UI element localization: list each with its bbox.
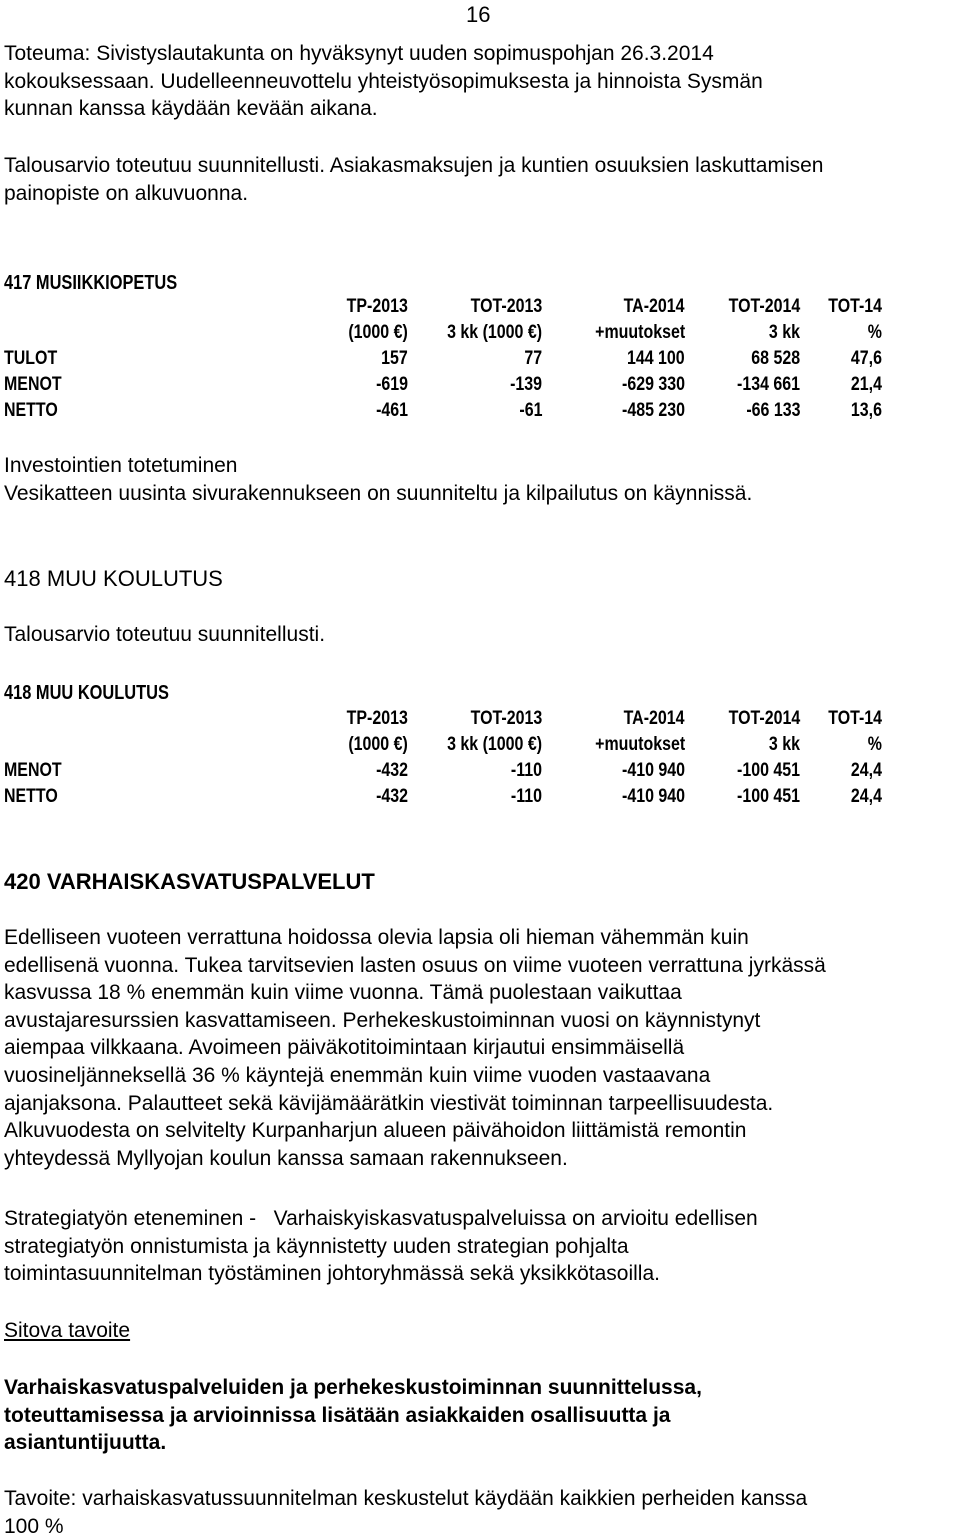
sitova-tavoite-heading (4, 1317, 130, 1345)
cell: -66 133 (745, 400, 800, 421)
col-header: TOT-14 (828, 708, 882, 729)
table-417-title: 417 MUSIIKKIOPETUS (4, 272, 178, 294)
investoinnit-heading: Investointien totetuminen (4, 454, 238, 477)
col-subheader: +muutokset (594, 734, 685, 755)
text-line: asiantuntijuutta. (4, 1431, 167, 1455)
text-line: vuosineljänneksellä 36 % käyntejä enemmän kuin viime vuoden vastaavana (4, 1063, 711, 1087)
text-line: Sitova tavoite (4, 1319, 131, 1342)
section-418-heading: 418 MUU KOULUTUS (4, 566, 223, 591)
text-line: kasvussa 18 % enemmän kuin viime vuonna. Tämä puolestaan vaikuttaa (4, 981, 682, 1005)
cell: -61 (518, 400, 542, 421)
text-line: Strategiatyön eteneminen - Varhaiskyiskasvatuspalveluissa on arvioitu edellisen (4, 1207, 758, 1230)
cell: -432 (376, 760, 408, 781)
text-line: painopiste on alkuvuonna. (4, 181, 249, 205)
col-subheader: 3 kk (1000 €) (447, 734, 542, 755)
table-row (0, 374, 960, 400)
table-row (0, 760, 960, 786)
text-line: avustajaresurssien kasvattamiseen. Perhekeskustoiminnan vuosi on käynnistynyt (4, 1008, 761, 1032)
col-subheader: (1000 €) (348, 734, 408, 755)
text-line: aiempaa vilkkaana. Avoimeen päiväkotitoimintaan kirjautui ensimmäisellä (4, 1036, 685, 1060)
strategia-paragraph (4, 1205, 758, 1288)
table-418 (0, 708, 960, 812)
table-header-row (0, 734, 960, 760)
row-label: MENOT (4, 760, 62, 781)
table-417 (0, 296, 960, 426)
col-header: TP-2013 (346, 708, 408, 729)
table-row (0, 348, 960, 374)
col-header: TOT-2013 (470, 296, 542, 317)
sitova-tavoite-text (4, 1374, 702, 1457)
cell: -629 330 (621, 374, 685, 395)
text-line: Varhaiskasvatuspalveluiden ja perhekeskustoiminnan suunnittelussa, (4, 1376, 702, 1399)
text-line: ajanjaksona. Palautteet sekä kävijämäärätkin viestivät toiminnan tarpeellisuudesta. (4, 1091, 774, 1115)
cell: 21,4 (850, 374, 882, 395)
text-line: Edelliseen vuoteen verrattuna hoidossa olevia lapsia oli hieman vähemmän kuin (4, 926, 749, 949)
col-subheader: 3 kk (1000 €) (447, 322, 542, 343)
text-line: Tavoite: varhaiskasvatussuunnitelman keskustelut käydään kaikkien perheiden kanssa (4, 1487, 808, 1510)
page-number: 16 (466, 2, 491, 27)
text-line: strategiatyön onnistumista ja käynnistetty uuden strategian pohjalta (4, 1234, 629, 1258)
col-subheader: 3 kk (768, 734, 800, 755)
section-420-paragraph (4, 924, 826, 1172)
table-row (0, 400, 960, 426)
row-label: NETTO (4, 400, 58, 421)
col-header: TA-2014 (624, 708, 685, 729)
cell: 47,6 (850, 348, 882, 369)
row-label: TULOT (4, 348, 58, 369)
talous-paragraph (4, 152, 823, 207)
col-header: TOT-14 (828, 296, 882, 317)
col-subheader: % (867, 322, 882, 343)
cell: -410 940 (621, 786, 685, 807)
text-line: Toteuma: Sivistyslautakunta on hyväksynyt uuden sopimuspohjan 26.3.2014 (4, 42, 714, 65)
cell: 24,4 (850, 760, 882, 781)
section-418-text-block (4, 621, 325, 649)
cell: -432 (376, 786, 408, 807)
col-subheader: (1000 €) (348, 322, 408, 343)
table-header-row (0, 296, 960, 322)
text-line: edellisenä vuonna. Tukea tarvitsevien lasten osuus on viime vuoteen verrattuna jyrkässä (4, 953, 826, 977)
cell: -134 661 (736, 374, 800, 395)
investoinnit-section (4, 452, 752, 507)
text-line: toteuttamisessa ja arvioinnissa lisätään asiakkaiden osallisuutta ja (4, 1403, 671, 1427)
cell: -619 (376, 374, 408, 395)
col-header: TOT-2014 (728, 296, 800, 317)
cell: -100 451 (736, 786, 800, 807)
text-line: toimintasuunnitelman työstäminen johtoryhmässä sekä yksikkötasoilla. (4, 1262, 660, 1286)
cell: -139 (510, 374, 542, 395)
text-line: 100 % (4, 1514, 64, 1538)
table-header-row (0, 322, 960, 348)
cell: -100 451 (736, 760, 800, 781)
table-row (0, 786, 960, 812)
cell: -110 (510, 760, 542, 781)
col-subheader: 3 kk (768, 322, 800, 343)
col-header: TOT-2014 (728, 708, 800, 729)
col-subheader: % (867, 734, 882, 755)
cell: 24,4 (850, 786, 882, 807)
col-header: TA-2014 (624, 296, 685, 317)
text-line: yhteydessä Myllyojan koulun kanssa samaan rakennukseen. (4, 1146, 568, 1170)
section-420-heading: 420 VARHAISKASVATUSPALVELUT (4, 869, 375, 894)
text-line: Talousarvio toteutuu suunnitellusti. Asiakasmaksujen ja kuntien osuuksien laskuttamisen (4, 154, 824, 177)
cell: 144 100 (627, 348, 685, 369)
section-418-text: Talousarvio toteutuu suunnitellusti. (4, 623, 326, 646)
cell: -410 940 (621, 760, 685, 781)
text-line: Alkuvuodesta on selvitelty Kurpanharjun alueen päivähoidon liittämistä remontin (4, 1119, 747, 1143)
row-label: NETTO (4, 786, 58, 807)
cell: 13,6 (850, 400, 882, 421)
tavoite-paragraph (4, 1485, 807, 1540)
col-header: TP-2013 (346, 296, 408, 317)
cell: 68 528 (751, 348, 800, 369)
col-subheader: +muutokset (594, 322, 685, 343)
cell: 77 (524, 348, 542, 369)
col-header: TOT-2013 (470, 708, 542, 729)
cell: -110 (510, 786, 542, 807)
cell: -461 (376, 400, 408, 421)
row-label: MENOT (4, 374, 62, 395)
table-header-row (0, 708, 960, 734)
text-line: kokouksessaan. Uudelleenneuvottelu yhteistyösopimuksesta ja hinnoista Sysmän (4, 69, 763, 93)
cell: 157 (381, 348, 408, 369)
table-418-title: 418 MUU KOULUTUS (4, 682, 169, 704)
cell: -485 230 (621, 400, 685, 421)
investoinnit-text: Vesikatteen uusinta sivurakennukseen on suunniteltu ja kilpailutus on käynnissä. (4, 481, 753, 505)
text-line: kunnan kanssa käydään kevään aikana. (4, 97, 378, 121)
toteuma-paragraph (4, 40, 763, 123)
